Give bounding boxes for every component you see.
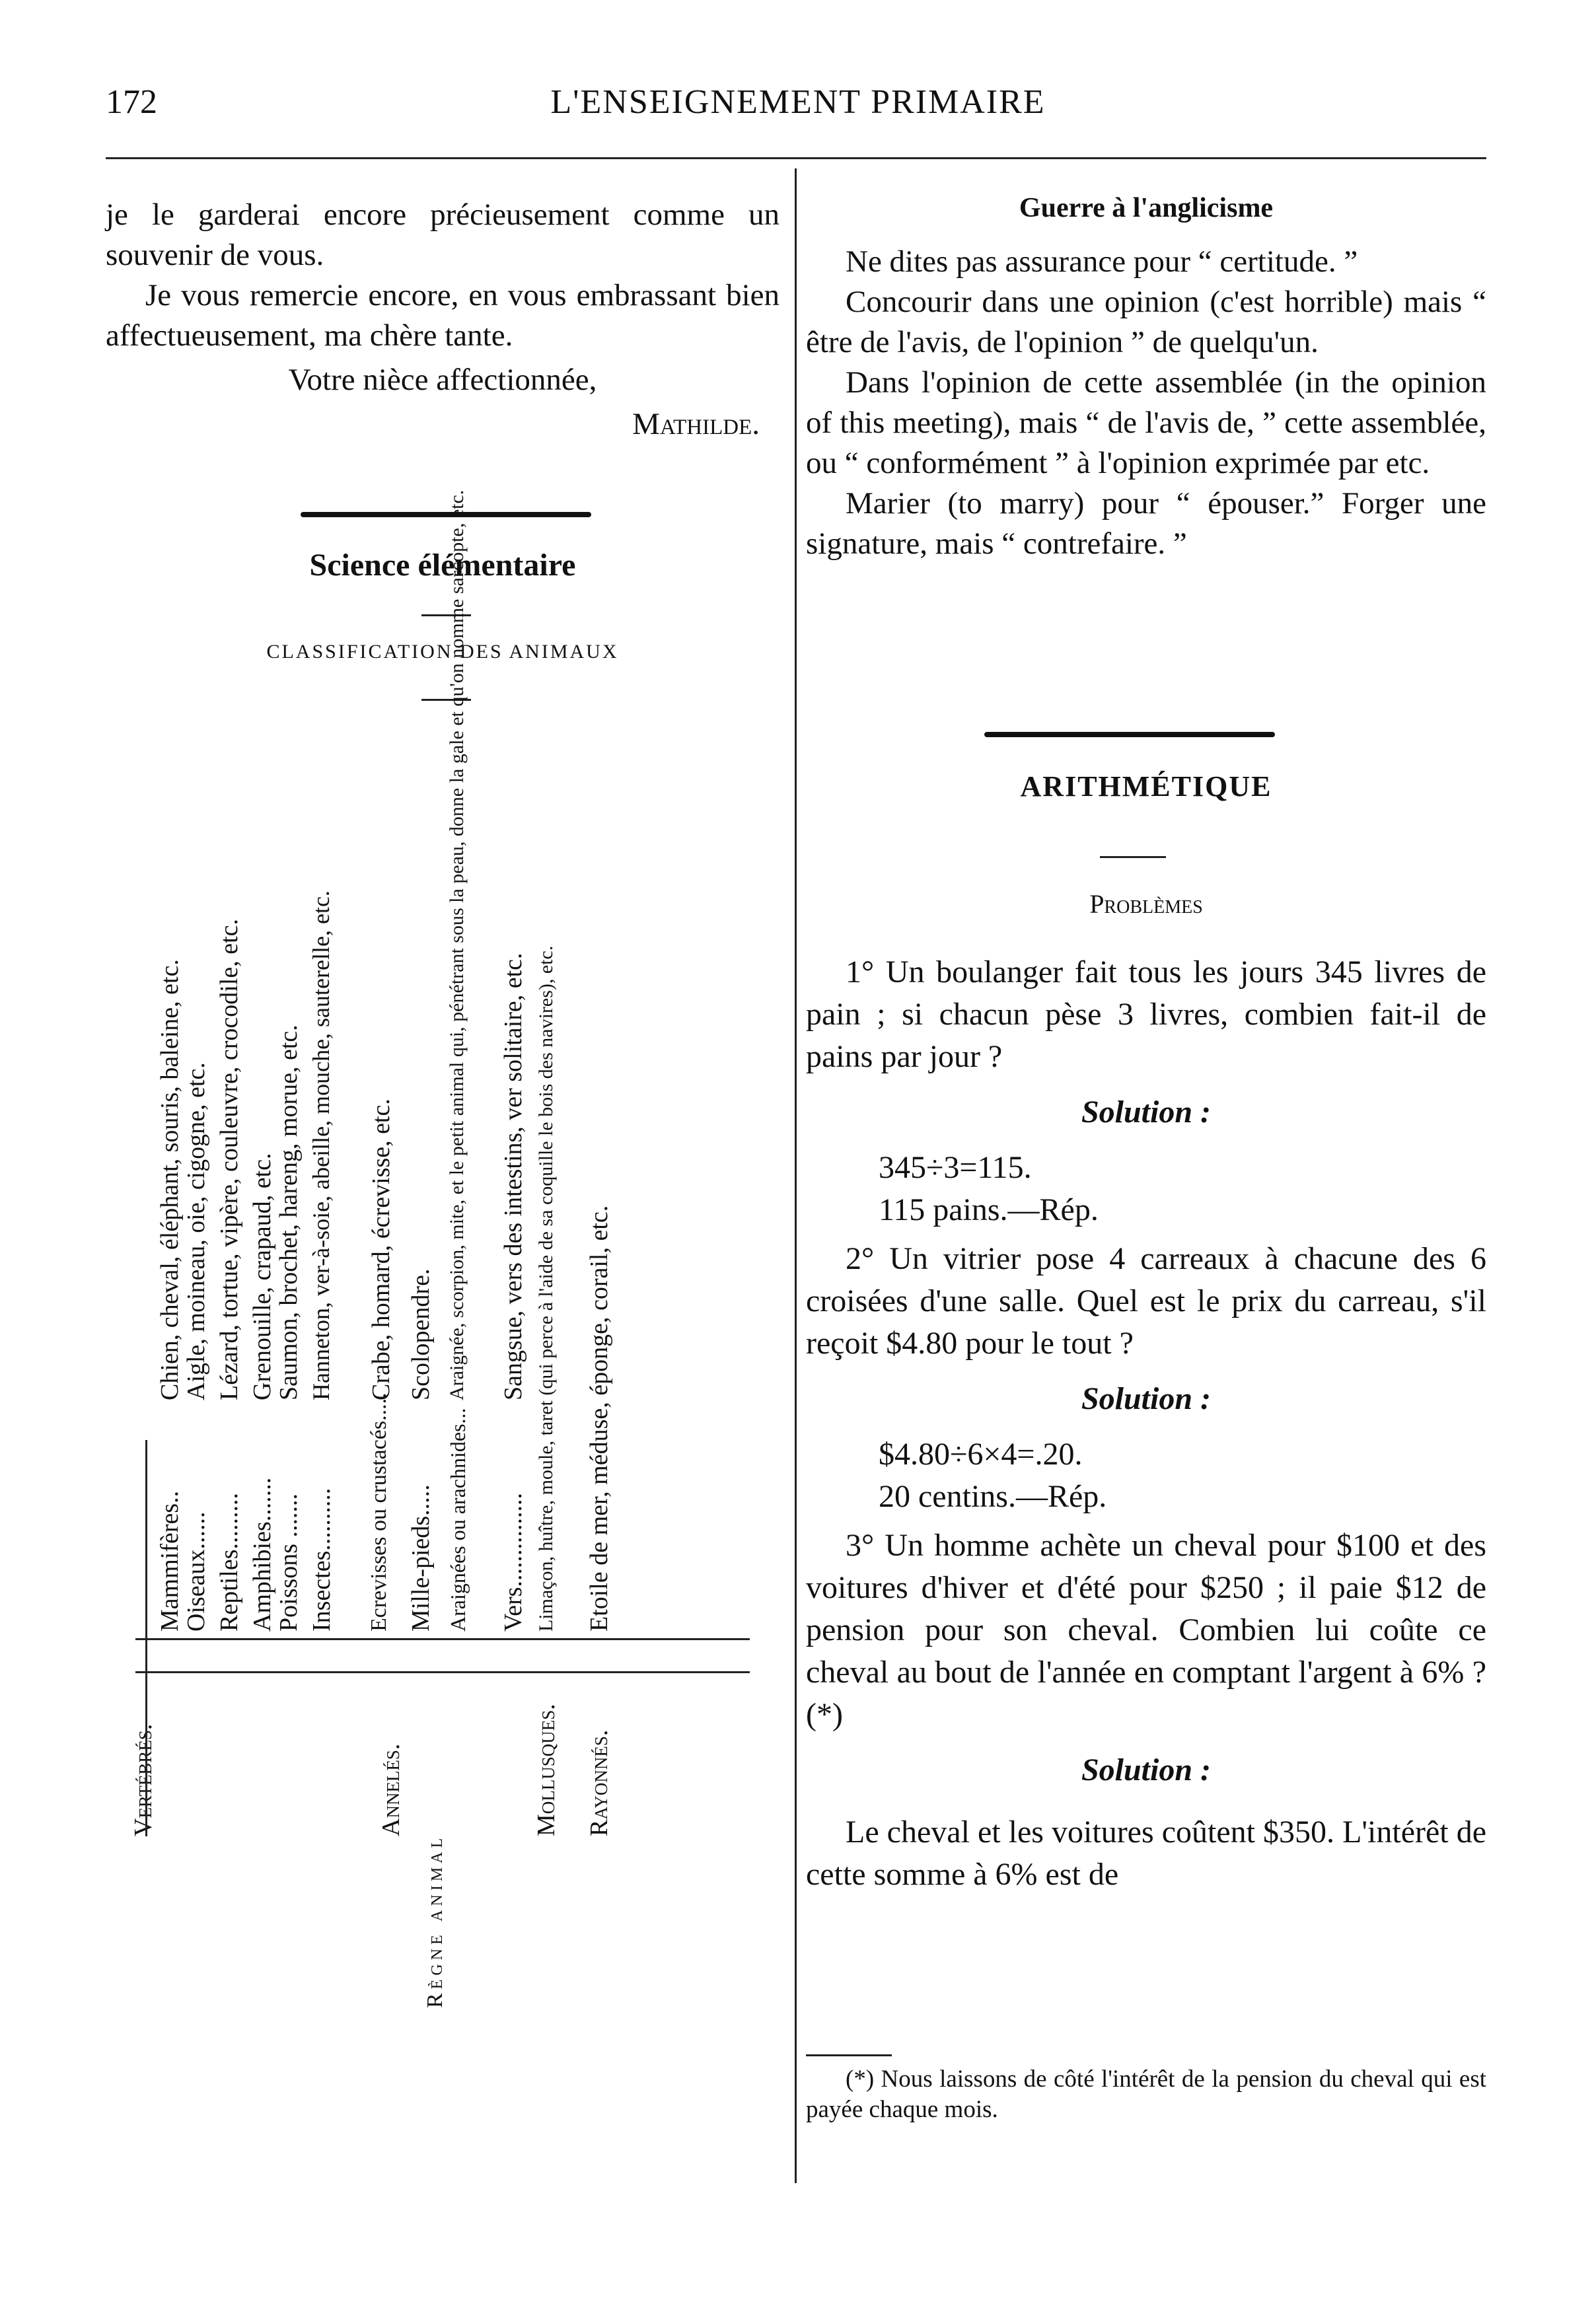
class-amphibies: Amphibies....... — [248, 1477, 276, 1632]
solution-3-label: Solution : — [1081, 1752, 1212, 1787]
footnote-rule — [806, 2054, 892, 2056]
right-column — [806, 188, 1486, 564]
page-number: 172 — [106, 83, 157, 121]
anglicisme-paragraph-2: Concourir dans une opinion (c'est horrible) mais “ être de l'avis, de l'opinion ” de quelqu'un. — [806, 285, 1486, 359]
column-divider — [795, 168, 797, 2183]
problem-3: 3° Un homme achète un cheval pour $100 et des voitures d'hiver et d'été pour $250 ; il paie $12 de pension pour son cheval. Combien lui coûte ce cheval au bout de l'année en comptant l'argent à 6% ? (*) — [806, 1528, 1486, 1732]
section-title-arithmetique: ARITHMÉTIQUE — [1020, 770, 1272, 803]
examples-mollusques: Limaçon, huître, moule, taret (qui perce à l'aide de sa coquille le bois des navires), etc. — [535, 945, 557, 1632]
solution-1-line-1: 345÷3=115. — [879, 1150, 1032, 1185]
arith-ornament — [984, 732, 1275, 737]
class-oiseaux: Oiseaux...... — [182, 1511, 210, 1632]
class-mille-pieds: Mille-pieds..... — [407, 1484, 435, 1632]
footnote — [806, 2064, 1486, 2125]
group-label-vertebres: Vertébrés. — [129, 1723, 157, 1836]
class-brace-rule — [135, 1638, 750, 1640]
class-mammiferes: Mammifères.. — [156, 1490, 184, 1632]
arith-rule — [1100, 856, 1166, 858]
group-label-mollusques: Mollusques. — [532, 1704, 560, 1836]
section-title-science: Science élémentaire — [309, 548, 576, 583]
group-brace-rule — [135, 1671, 750, 1673]
examples-poissons: Saumon, brochet, hareng, morue, etc. — [275, 1025, 303, 1400]
footnote-text: (*) Nous laissons de côté l'intérêt de la pension du cheval qui est payée chaque mois. — [806, 2066, 1486, 2123]
examples-insectes: Hanneton, ver-à-soie, abeille, mouche, sauterelle, etc. — [308, 890, 334, 1400]
solution-2-line-1: $4.80÷6×4=.20. — [879, 1437, 1083, 1472]
letter-paragraph-2: Je vous remercie encore, en vous embrassant bien affectueusement, ma chère tante. — [106, 278, 780, 353]
examples-rayonnes: Etoile de mer, méduse, éponge, corail, etc. — [585, 1205, 613, 1632]
group-label-rayonnes: Rayonnés. — [585, 1729, 613, 1836]
examples-amphibies: Grenouille, crapaud, etc. — [248, 1153, 276, 1400]
class-poissons: Poissons ....... — [275, 1493, 303, 1632]
examples-araignees: Araignée, scorpion, mite, et le petit animal qui, pénétrant sous la peau, donne la gale et qu'on nomme sarcopte, etc. — [446, 489, 468, 1400]
class-reptiles: Reptiles......... — [215, 1492, 243, 1632]
running-title: L'ENSEIGNEMENT PRIMAIRE — [550, 83, 1046, 121]
examples-vers: Sangsue, vers des intestins, ver solitaire, etc. — [499, 953, 527, 1400]
closing-line: Votre nièce affectionnée, — [288, 363, 597, 397]
problem-1: 1° Un boulanger fait tous les jours 345 livres de pain ; si chacun pèse 3 livres, combien fait-il de pains par jour ? — [806, 955, 1486, 1074]
examples-reptiles: Lézard, tortue, vipère, couleuvre, crocodile, etc. — [215, 918, 243, 1400]
section-title-anglicisme: Guerre à l'anglicisme — [1019, 193, 1274, 223]
class-vers: Vers............... — [499, 1492, 527, 1632]
solution-3-text: Le cheval et les voitures coûtent $350. L'intérêt de cette somme à 6% est de — [806, 1815, 1486, 1892]
problem-2: 2° Un vitrier pose 4 carreaux à chacune des 6 croisées d'une salle. Quel est le prix du carreau, s'il reçoit $4.80 pour le tout ? — [806, 1241, 1486, 1361]
class-araignees: Araignées ou arachnides... — [446, 1408, 470, 1632]
problems-block — [806, 951, 1486, 1896]
class-ecrevisses: Ecrevisses ou crustacés..... — [367, 1392, 391, 1632]
anglicisme-paragraph-3: Dans l'opinion de cette assemblée (in the opinion of this meeting), mais “ de l'avis de, ” cette assemblée, ou “ conformément ” à l'opinion exprimée par etc. — [806, 365, 1486, 480]
anglicisme-paragraph-1: Ne dites pas assurance pour “ certitude. ” — [846, 244, 1358, 279]
solution-1-label: Solution : — [1081, 1095, 1212, 1130]
solution-2-line-2: 20 centins.—Rép. — [879, 1479, 1107, 1514]
examples-mille-pieds: Scolopendre. — [407, 1268, 435, 1400]
left-column — [106, 195, 780, 445]
kingdom-label: Règne animal — [423, 1834, 447, 2008]
examples-ecrevisses: Crabe, homard, écrevisse, etc. — [367, 1099, 395, 1400]
solution-2-label: Solution : — [1081, 1381, 1212, 1416]
class-insectes: Insectes.......... — [308, 1488, 336, 1632]
group-label-anneles: Annelés. — [377, 1743, 405, 1836]
solution-1-line-2: 115 pains.—Rép. — [879, 1192, 1099, 1227]
page-header — [0, 83, 1596, 129]
problems-title: Problèmes — [1089, 889, 1203, 919]
anglicisme-paragraph-4: Marier (to marry) pour “ épouser.” Forger une signature, mais “ contrefaire. ” — [806, 486, 1486, 561]
examples-oiseaux: Aigle, moineau, oie, cigogne, etc. — [182, 1062, 210, 1400]
header-rule — [106, 157, 1486, 159]
classification-subtitle: CLASSIFICATION DES ANIMAUX — [266, 641, 619, 663]
signature: Mathilde. — [632, 407, 760, 441]
letter-paragraph-1: je le garderai encore précieusement comme un souvenir de vous. — [106, 198, 780, 272]
examples-mammiferes: Chien, cheval, éléphant, souris, baleine, etc. — [156, 959, 184, 1400]
